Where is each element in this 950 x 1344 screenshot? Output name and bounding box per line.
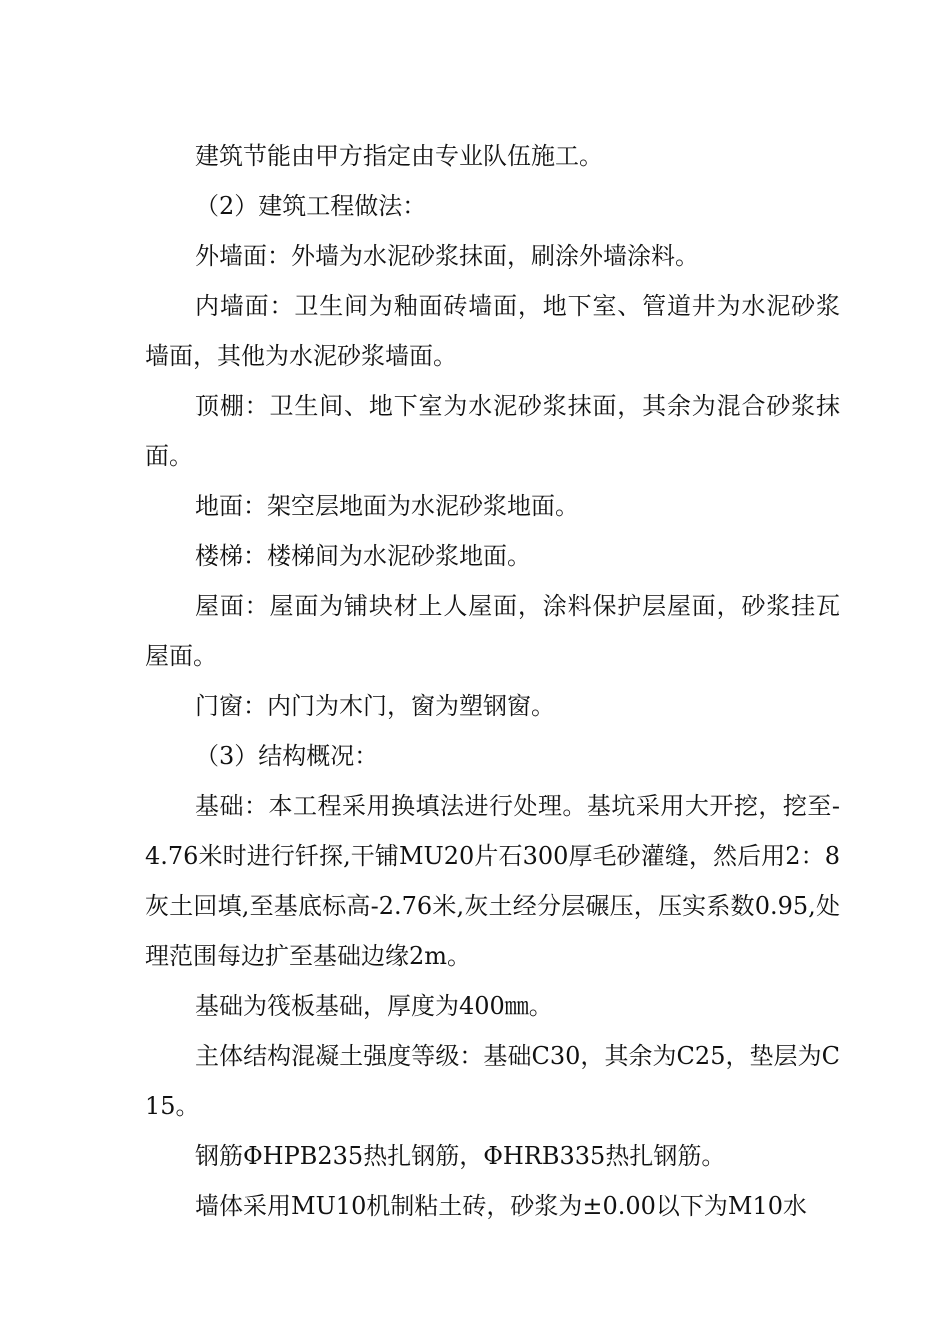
paragraph-doors-windows: 门窗：内门为木门，窗为塑钢窗。 <box>195 692 555 720</box>
paragraph-masonry: 墙体采用MU10机制粘土砖，砂浆为±0.00以下为M10水 <box>195 1192 807 1220</box>
section-heading-structure: （3）结构概况： <box>195 742 379 770</box>
paragraph-rebar: 钢筋ΦHPB235热扎钢筋，ΦHRB335热扎钢筋。 <box>195 1142 726 1170</box>
paragraph-exterior-wall: 外墙面：外墙为水泥砂浆抹面，刷涂外墙涂料。 <box>195 242 699 270</box>
paragraph-interior-wall: 内墙面：卫生间为釉面砖墙面，地下室、管道井为水泥砂浆墙面，其他为水泥砂浆墙面。 <box>145 292 840 370</box>
paragraph-stairs: 楼梯：楼梯间为水泥砂浆地面。 <box>195 542 531 570</box>
paragraph-energy-saving: 建筑节能由甲方指定由专业队伍施工。 <box>195 142 603 170</box>
paragraph-ceiling: 顶棚：卫生间、地下室为水泥砂浆抹面，其余为混合砂浆抹面。 <box>145 392 840 470</box>
paragraph-roof: 屋面：屋面为铺块材上人屋面，涂料保护层屋面，砂浆挂瓦屋面。 <box>145 592 840 670</box>
section-heading-building-methods: （2）建筑工程做法： <box>195 192 427 220</box>
paragraph-floor: 地面：架空层地面为水泥砂浆地面。 <box>195 492 579 520</box>
paragraph-raft-foundation: 基础为筏板基础，厚度为400㎜。 <box>195 992 553 1020</box>
paragraph-foundation-treatment: 基础：本工程采用换填法进行处理。基坑采用大开挖，挖至-4.76米时进行钎探,干铺MU20片石300厚毛砂灌缝，然后用2：8灰土回填,至基底标高-2.76米,灰土经分层碾压，压实系数0.95,处理范围每边扩至基础边缘2m。 <box>145 792 840 970</box>
paragraph-concrete-grade: 主体结构混凝土强度等级：基础C30，其余为C25，垫层为C15。 <box>145 1042 840 1120</box>
document-body <box>145 131 840 1231</box>
